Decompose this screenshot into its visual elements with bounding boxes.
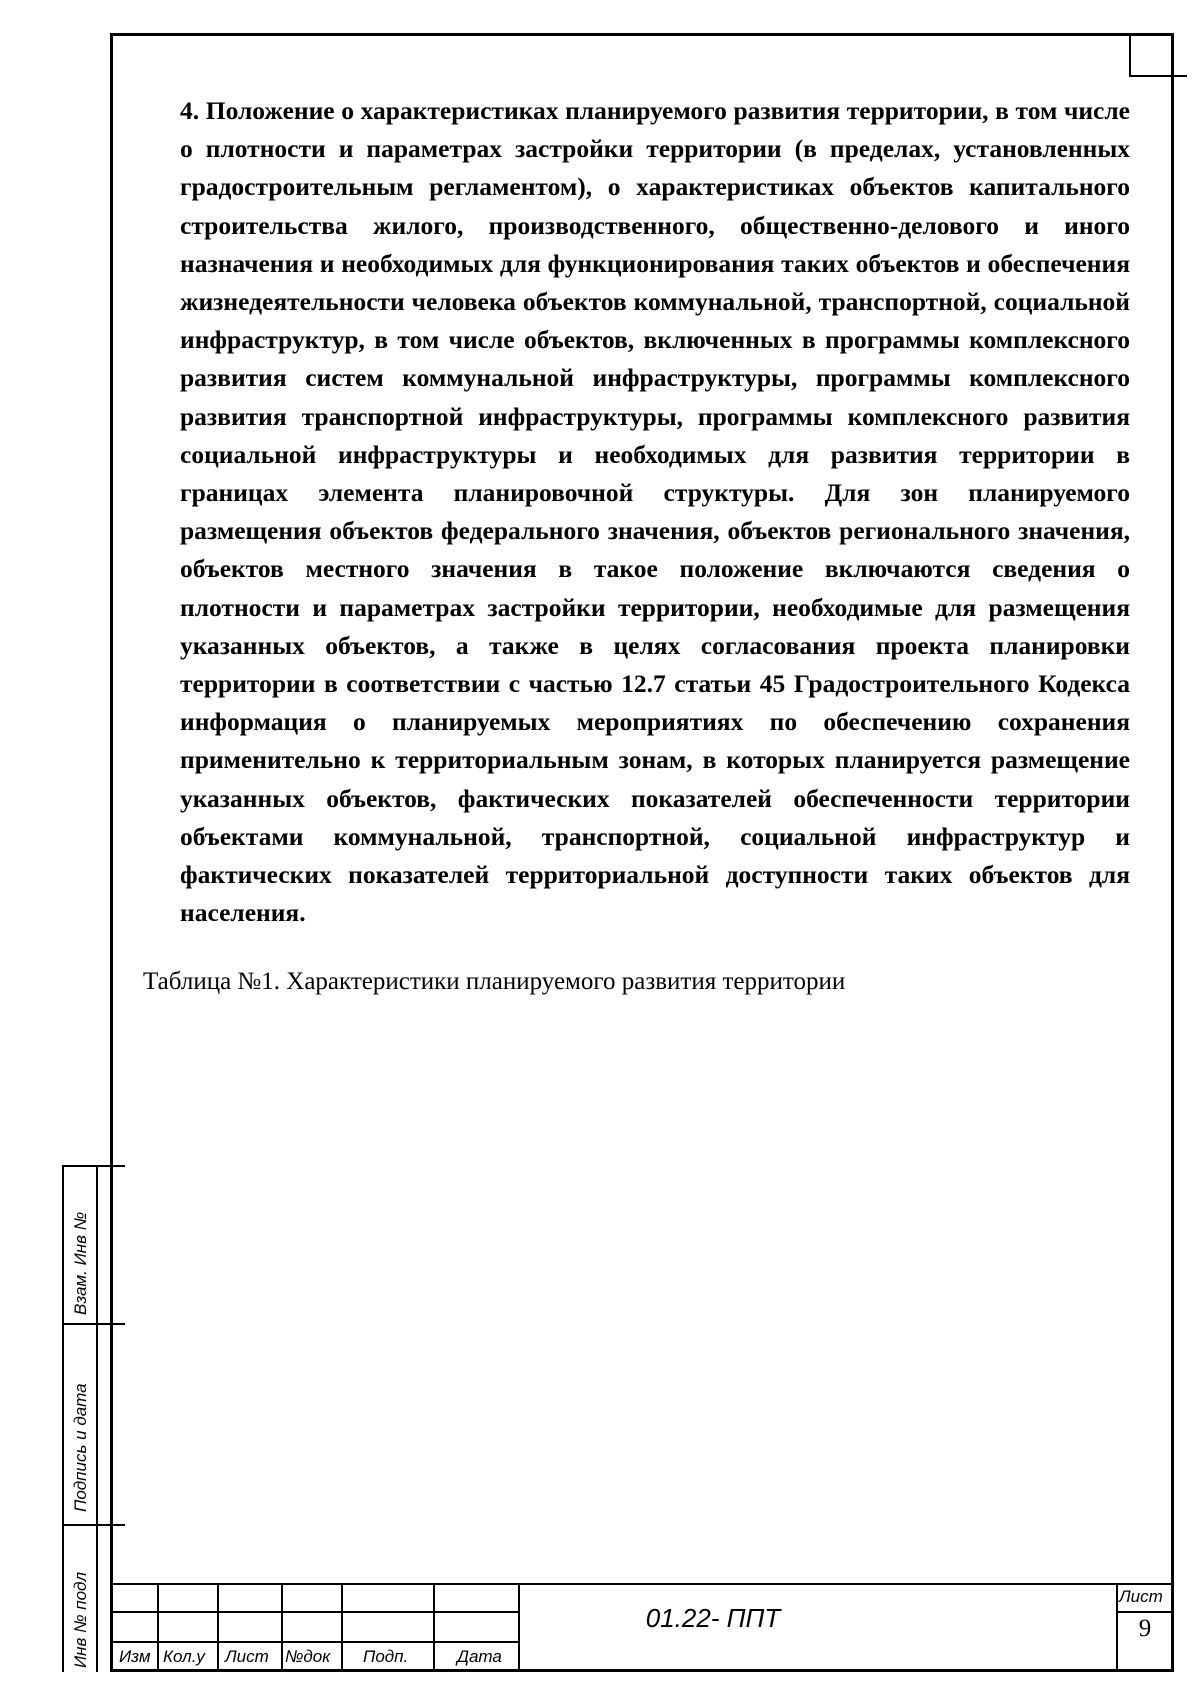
title-block	[113, 1583, 1174, 1672]
document-code: 01.22- ППТ	[645, 1603, 781, 1633]
side-label-signature-date: Подпись и дата	[71, 1383, 90, 1512]
title-block-col-line	[217, 1583, 219, 1672]
title-block-col-line	[281, 1583, 283, 1672]
side-strip-divider	[96, 1165, 98, 1672]
title-block-row-line	[113, 1641, 518, 1643]
sheet-number: 9	[1138, 1615, 1152, 1642]
side-label-inv-orig: Инв № подл	[71, 1571, 90, 1668]
side-strip-line	[62, 1165, 125, 1167]
corner-tick	[1175, 75, 1187, 77]
title-block-row-line	[113, 1611, 518, 1613]
sheet-cell-line	[1116, 1611, 1174, 1613]
side-strip-line	[62, 1323, 125, 1325]
sheet-label: Лист	[1119, 1587, 1163, 1606]
side-strip-line	[62, 1524, 125, 1526]
title-block-top-line	[113, 1583, 1174, 1585]
section-heading: 4. Положение о характеристиках планируемого развития территории, в том числе о плотности и параметрах застройки территории (в пределах, установленных градостроительным регламентом), о характеристиках объектов капитального строительства жилого, производственного, общественно-делового и иного назначения и необходимых для функционирования таких объектов и обеспечения жизнедеятельности человека объектов коммунальной, транспортной, социальной инфраструктур, в том числе объектов, включенных в программы комплексного развития систем коммунальной инфраструктуры, программы комплексного развития транспортной инфраструктуры, программы комплексного развития социальной инфраструктуры и необходимых для развития территории в границах элемента планировочной структуры. Для зон планируемого размещения объектов федерального значения, объектов регионального значения, объектов местного значения в такое положение включаются сведения о плотности и параметрах застройки территории, необходимые для размещения указанных объектов, а также в целях согласования проекта планировки территории в соответствии с частью 12.7 статьи 45 Градостроительного Кодекса информация о планируемых мероприятиях по обеспечению сохранения применительно к территориальным зонам, в которых планируется размещение указанных объектов, фактических показателей обеспеченности территории объектами коммунальной, транспортной, социальной инфраструктур и фактических показателей территориальной доступности таких объектов для населения.	[180, 96, 1130, 928]
col-label-list: Лист	[225, 1647, 269, 1666]
title-block-col-line	[341, 1583, 343, 1672]
corner-stamp-box	[1129, 33, 1175, 77]
title-block-col-line	[433, 1583, 435, 1672]
side-label-replaced-inv: Взам. Инв №	[71, 1211, 90, 1315]
col-label-ndok: №док	[285, 1647, 331, 1666]
col-label-data: Дата	[457, 1647, 502, 1666]
col-label-izm: Изм	[119, 1647, 151, 1666]
title-block-col-line	[157, 1583, 159, 1672]
table-caption: Таблица №1. Характеристики планируемого развития территории	[143, 968, 846, 995]
col-label-kol: Кол.у	[163, 1647, 205, 1666]
col-label-podp: Подп.	[363, 1647, 409, 1666]
